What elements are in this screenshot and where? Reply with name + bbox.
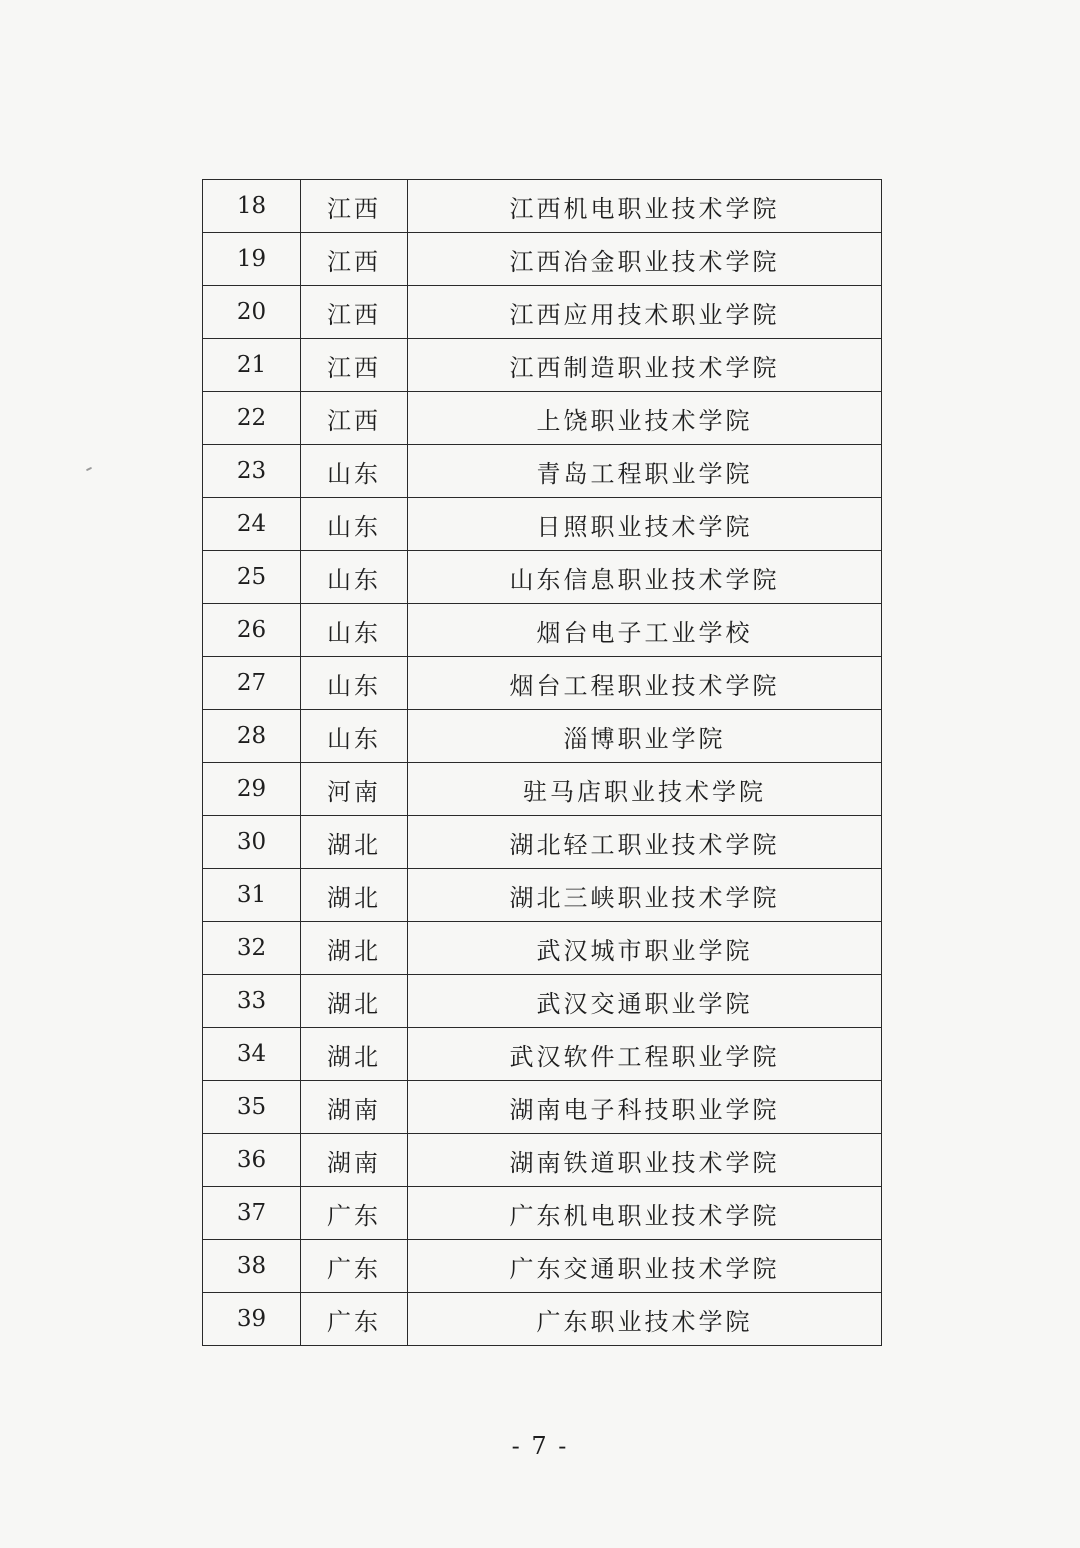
table-row <box>203 1293 882 1346</box>
province-cell: 广东 <box>301 1240 408 1293</box>
table-row <box>203 1187 882 1240</box>
table-row <box>203 922 882 975</box>
table-row <box>203 180 882 233</box>
province-cell: 湖北 <box>301 922 408 975</box>
table-row <box>203 1134 882 1187</box>
school-name-cell: 烟台电子工业学校 <box>408 604 882 657</box>
row-number-cell: 34 <box>203 1028 301 1081</box>
school-name-cell: 广东交通职业技术学院 <box>408 1240 882 1293</box>
row-number-cell: 39 <box>203 1293 301 1346</box>
row-number-cell: 38 <box>203 1240 301 1293</box>
school-name-cell: 湖北三峡职业技术学院 <box>408 869 882 922</box>
province-cell: 湖南 <box>301 1081 408 1134</box>
row-number-cell: 26 <box>203 604 301 657</box>
table-row <box>203 604 882 657</box>
province-cell: 山东 <box>301 498 408 551</box>
school-name-cell: 日照职业技术学院 <box>408 498 882 551</box>
school-name-cell: 广东机电职业技术学院 <box>408 1187 882 1240</box>
row-number-cell: 36 <box>203 1134 301 1187</box>
province-cell: 江西 <box>301 180 408 233</box>
school-name-cell: 武汉交通职业学院 <box>408 975 882 1028</box>
school-name-cell: 武汉软件工程职业学院 <box>408 1028 882 1081</box>
row-number-cell: 37 <box>203 1187 301 1240</box>
table-body <box>203 180 882 1346</box>
school-name-cell: 江西机电职业技术学院 <box>408 180 882 233</box>
province-cell: 江西 <box>301 392 408 445</box>
school-name-cell: 江西冶金职业技术学院 <box>408 233 882 286</box>
school-name-cell: 淄博职业学院 <box>408 710 882 763</box>
province-cell: 山东 <box>301 657 408 710</box>
table-row <box>203 392 882 445</box>
row-number-cell: 32 <box>203 922 301 975</box>
page-number: - 7 - <box>511 1432 569 1460</box>
province-cell: 山东 <box>301 445 408 498</box>
table-row <box>203 816 882 869</box>
table-row <box>203 233 882 286</box>
province-cell: 河南 <box>301 763 408 816</box>
table-row <box>203 339 882 392</box>
province-cell: 湖北 <box>301 816 408 869</box>
school-name-cell: 江西应用技术职业学院 <box>408 286 882 339</box>
table-row <box>203 551 882 604</box>
province-cell: 江西 <box>301 286 408 339</box>
table-row <box>203 657 882 710</box>
school-name-cell: 湖南铁道职业技术学院 <box>408 1134 882 1187</box>
school-name-cell: 烟台工程职业技术学院 <box>408 657 882 710</box>
province-cell: 山东 <box>301 604 408 657</box>
row-number-cell: 27 <box>203 657 301 710</box>
school-name-cell: 青岛工程职业学院 <box>408 445 882 498</box>
row-number-cell: 28 <box>203 710 301 763</box>
school-name-cell: 江西制造职业技术学院 <box>408 339 882 392</box>
school-name-cell: 湖南电子科技职业学院 <box>408 1081 882 1134</box>
table-row <box>203 975 882 1028</box>
province-cell: 山东 <box>301 710 408 763</box>
table-row <box>203 1240 882 1293</box>
row-number-cell: 25 <box>203 551 301 604</box>
row-number-cell: 35 <box>203 1081 301 1134</box>
row-number-cell: 18 <box>203 180 301 233</box>
table-row <box>203 869 882 922</box>
row-number-cell: 21 <box>203 339 301 392</box>
province-cell: 江西 <box>301 233 408 286</box>
table-row <box>203 763 882 816</box>
school-list-table <box>202 179 882 1346</box>
province-cell: 山东 <box>301 551 408 604</box>
province-cell: 湖南 <box>301 1134 408 1187</box>
table-row <box>203 286 882 339</box>
province-cell: 湖北 <box>301 869 408 922</box>
school-name-cell: 湖北轻工职业技术学院 <box>408 816 882 869</box>
table-row <box>203 498 882 551</box>
school-name-cell: 武汉城市职业学院 <box>408 922 882 975</box>
province-cell: 广东 <box>301 1187 408 1240</box>
province-cell: 湖北 <box>301 1028 408 1081</box>
province-cell: 广东 <box>301 1293 408 1346</box>
table-row <box>203 710 882 763</box>
row-number-cell: 24 <box>203 498 301 551</box>
row-number-cell: 20 <box>203 286 301 339</box>
table-row <box>203 1028 882 1081</box>
row-number-cell: 29 <box>203 763 301 816</box>
row-number-cell: 30 <box>203 816 301 869</box>
row-number-cell: 33 <box>203 975 301 1028</box>
province-cell: 江西 <box>301 339 408 392</box>
scan-speck <box>86 467 92 471</box>
table-row <box>203 1081 882 1134</box>
row-number-cell: 23 <box>203 445 301 498</box>
row-number-cell: 22 <box>203 392 301 445</box>
row-number-cell: 19 <box>203 233 301 286</box>
school-name-cell: 广东职业技术学院 <box>408 1293 882 1346</box>
school-name-cell: 山东信息职业技术学院 <box>408 551 882 604</box>
province-cell: 湖北 <box>301 975 408 1028</box>
school-name-cell: 驻马店职业技术学院 <box>408 763 882 816</box>
school-name-cell: 上饶职业技术学院 <box>408 392 882 445</box>
table-row <box>203 445 882 498</box>
row-number-cell: 31 <box>203 869 301 922</box>
